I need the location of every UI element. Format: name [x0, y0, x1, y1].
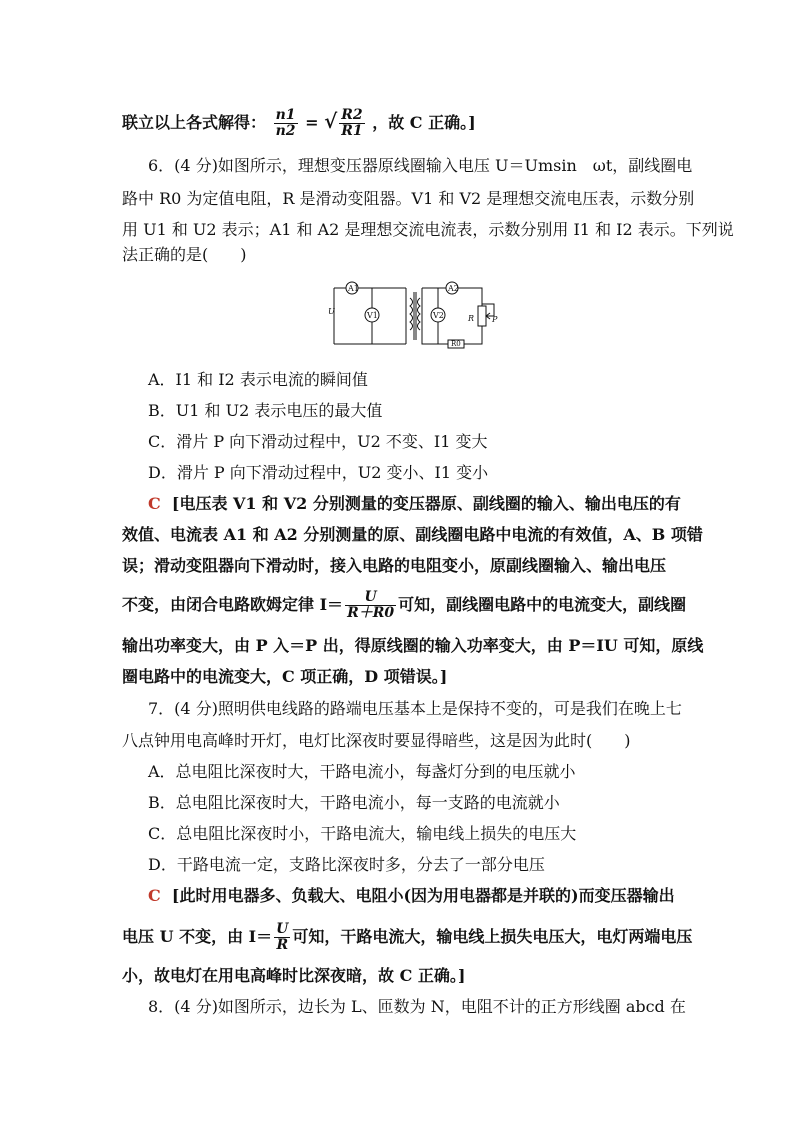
q7-option-b: B．总电阻比深夜时大，干路电流小，每一支路的电流就小 [148, 793, 560, 812]
q6-answer-letter: C [148, 494, 161, 513]
q6-line-3: 用 U1 和 U2 表示；A1 和 A2 是理想交流电流表，示数分别用 I1 和 I2 表示。下列说 [122, 220, 734, 239]
intro-text: 联立以上各式解得： [122, 113, 267, 132]
q6-line-1: 6．(4 分)如图所示，理想变压器原线圈输入电压 U＝Umsin ωt，副线圈电 [148, 156, 693, 175]
q8-line-1: 8．(4 分)如图所示，边长为 L、匝数为 N，电阻不计的正方形线圈 abcd 在 [148, 997, 686, 1016]
svg-text:R0: R0 [451, 340, 461, 348]
q6-explanation-4: 不变，由闭合电路欧姆定律 I＝ $\frac{U}{R+R0}$ 可知，副线圈电路中的电流变大，副线圈 [122, 589, 687, 621]
fraction-r: $\frac{R2}{R1}$ [341, 107, 363, 139]
svg-text:V1: V1 [367, 311, 378, 320]
q7-option-d: D．干路电流一定，支路比深夜时多，分去了一部分电压 [148, 855, 545, 874]
q6-option-d: D．滑片 P 向下滑动过程中，U2 变小、I1 变小 [148, 463, 489, 482]
fraction-n: $\frac{n1}{n2}$ [275, 107, 296, 139]
q7-option-a: A．总电阻比深夜时大，干路电流小，每盏灯分到的电压就小 [148, 762, 576, 781]
q7-explanation-1: C [此时用电器多、负载大、电阻小(因为用电器都是并联的)而变压器输出 [148, 886, 675, 905]
formula-line: 联立以上各式解得： $\frac{n1}{n2}$ = √ $\frac{R2}{R1}$ ，故 C 正确。] [122, 107, 476, 139]
q6-explanation-5: 输出功率变大，由 P 入＝P 出，得原线圈的输入功率变大，由 P＝IU 可知，原线 [122, 636, 704, 655]
q7-explanation-2: 电压 U 不变，由 I＝ $\frac{U}{R}$ 可知，干路电流大，输电线上损失电压大，电灯两端电压 [122, 921, 693, 953]
q7-line-2: 八点钟用电高峰时开灯，电灯比深夜时要显得暗些，这是因为此时( ) [122, 731, 631, 750]
q6-option-c: C．滑片 P 向下滑动过程中，U2 不变、I1 变大 [148, 432, 488, 451]
q6-explanation-3: 误；滑动变阻器向下滑动时，接入电路的电阻变小，原副线圈输入、输出电压 [122, 556, 667, 575]
q6-option-b: B．U1 和 U2 表示电压的最大值 [148, 401, 383, 420]
q6-option-a: A．I1 和 I2 表示电流的瞬间值 [148, 370, 368, 389]
q6-line-2: 路中 R0 为定值电阻，R 是滑动变阻器。V1 和 V2 是理想交流电压表，示数分别 [122, 189, 695, 208]
svg-text:V2: V2 [433, 311, 444, 320]
q6-line-4: 法正确的是( ) [122, 245, 247, 264]
svg-text:A1: A1 [348, 284, 359, 293]
svg-text:A2: A2 [448, 284, 459, 293]
q7-explanation-3: 小，故电灯在用电高峰时比深夜暗，故 C 正确。] [122, 966, 466, 985]
q7-line-1: 7．(4 分)照明供电线路的路端电压基本上是保持不变的，可是我们在晚上七 [148, 699, 682, 718]
svg-text:R: R [468, 314, 475, 323]
circuit-diagram [322, 278, 502, 350]
q6-explanation-2: 效值、电流表 A1 和 A2 分别测量的原、副线圈电路中电流的有效值，A、B 项错 [122, 525, 703, 544]
q7-answer-letter: C [148, 886, 161, 905]
q6-explanation-6: 圈电路中的电流变大，C 项正确，D 项错误。] [122, 667, 448, 686]
conclusion-text: ，故 C 正确。] [372, 113, 476, 132]
q7-option-c: C．总电阻比深夜时小，干路电流大，输电线上损失的电压大 [148, 824, 577, 843]
svg-text:P: P [492, 315, 498, 324]
q6-explanation-1: C [电压表 V1 和 V2 分别测量的变压器原、副线圈的输入、输出电压的有 [148, 494, 681, 513]
svg-text:U: U [328, 307, 335, 316]
